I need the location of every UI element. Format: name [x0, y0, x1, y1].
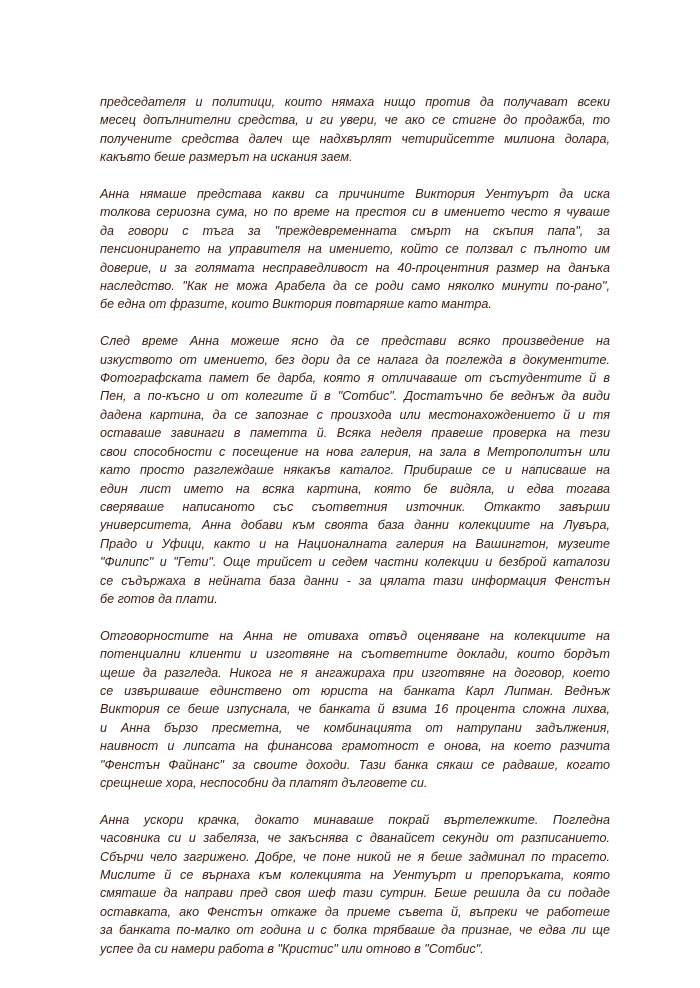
text-line: Анна нямаше представа какви са причините Виктория Уентуърт да иска: [100, 187, 610, 202]
text-line: председателя и политици, които нямаха нищо против да получават всеки: [100, 95, 610, 109]
text-line: потенциални клиенти и изготвяне на съответните доклади, които бордът: [100, 647, 610, 662]
paragraph-2: [100, 185, 610, 314]
text-line: Пен, а по-късно и от колегите й в "Сотбис". Достатъчно бе веднъж да види: [100, 389, 610, 404]
text-line: Анна ускори крачка, докато минаваше покрай въртележките. Погледна: [100, 812, 610, 827]
text-line: пенсионирането на управителя на имението, който се ползвал с пълното им: [100, 242, 610, 257]
text-line: като просто разглеждаше някакъв каталог. Прибираше се и написваше на: [100, 463, 610, 478]
paragraph-1: [100, 93, 610, 167]
text-line: Мислите й се върнаха към колекцията на Уентуърт и препоръката, която: [100, 868, 610, 882]
text-line: един лист името на всяка картина, която бе видяла, и едва тогава: [100, 481, 610, 496]
text-line: оставката, ако Фенстън откаже да приеме съвета й, въпреки че работеше: [100, 904, 610, 919]
text-line: се съдържаха в нейната база данни - за цялата тази информация Фенстън: [100, 573, 610, 588]
text-line: смяташе да направи пред своя шеф тази сутрин. Беше решила да си подаде: [100, 886, 610, 901]
text-line: оставаше завинаги в паметта й. Всяка неделя правеше проверка на тези: [100, 426, 610, 441]
text-line: какъвто беше размерът на искания заем.: [100, 150, 353, 165]
text-line: толкова сериозна сума, но по време на престоя си в имението често я чуваше: [100, 205, 610, 220]
text-line: и Анна бързо пресметна, че комбинацията от натрупани задължения,: [100, 720, 610, 735]
text-line: Фотографската памет бе дарба, която я отличаваше от състудентите й в: [100, 371, 610, 386]
text-line: Сбърчи чело загрижено. Добре, че поне никой не я беше задминал по трасето.: [100, 849, 610, 864]
text-line: "Филипс" и "Гети". Още трийсет и седем частни колекции и безброй каталози: [100, 555, 610, 570]
text-line: доверие, и за голямата несправедливост на 40-процентния размер на данъка: [100, 260, 610, 275]
text-line: месец допълнителни средства, и ги увери, че ако се стигне до продажба, то: [100, 113, 610, 128]
document-body: [100, 93, 610, 976]
text-line: срещнеше хора, неспособни да платят дълговете си.: [100, 775, 428, 790]
text-line: Отговорностите на Анна не отиваха отвъд оценяване на колекциите на: [100, 628, 610, 643]
text-line: да говори с тъга за "преждевременната смърт на скъпия папа", за: [100, 223, 610, 238]
text-line: След време Анна можеше ясно да се представи всяко произведение на: [100, 334, 610, 349]
text-line: наивност и липсата на финансова грамотност е онова, на което разчита: [100, 739, 610, 754]
paragraph-5: [100, 811, 610, 958]
text-line: свои способности с посещение на нова галерия, на зала в Метрополитън или: [100, 444, 610, 459]
text-line: изкуството от имението, без дори да се налага да поглежда в документите.: [100, 352, 610, 367]
text-line: бе една от фразите, които Виктория повтаряше като мантра.: [100, 297, 492, 312]
text-line: сверяваше написаното със съответния източник. Откакто завърши: [100, 499, 610, 514]
text-line: дадена картина, да се запознае с произхода или местонахождението й и тя: [100, 407, 610, 422]
paragraph-3: [100, 332, 610, 608]
text-line: Прадо и Уфици, както и на Националната галерия на Вашингтон, музеите: [100, 536, 610, 551]
text-line: се извършваше единствено от юриста на банката Карл Липман. Веднъж: [100, 683, 610, 698]
text-line: за банката по-малко от година и с болка трябваше да признае, че едва ли ще: [100, 923, 610, 938]
text-line: Виктория се беше изпуснала, че банката й взима 16 процента сложна лихва,: [100, 702, 610, 717]
text-line: наследство. "Как не можа Арабела да се роди само няколко минути по-рано",: [100, 279, 610, 294]
text-line: бе готов да плати.: [100, 591, 218, 606]
text-line: университета, Анна добави към своята база данни колекциите на Лувъра,: [100, 518, 610, 533]
text-line: щеше да разгледа. Никога не я ангажираха при изготвяне на договор, което: [100, 665, 610, 680]
text-line: часовника си и забеляза, че закъснява с дванайсет секунди от разписанието.: [100, 831, 610, 846]
paragraph-4: [100, 627, 610, 793]
text-line: "Фенстън Файнанс" за своите доходи. Тази банка сякаш се радваше, когато: [100, 757, 610, 772]
text-line: успее да си намери работа в "Кристис" или отново в "Сотбис".: [100, 941, 484, 956]
text-line: получените средства далеч ще надхвърлят четирийсетте милиона долара,: [100, 131, 610, 146]
